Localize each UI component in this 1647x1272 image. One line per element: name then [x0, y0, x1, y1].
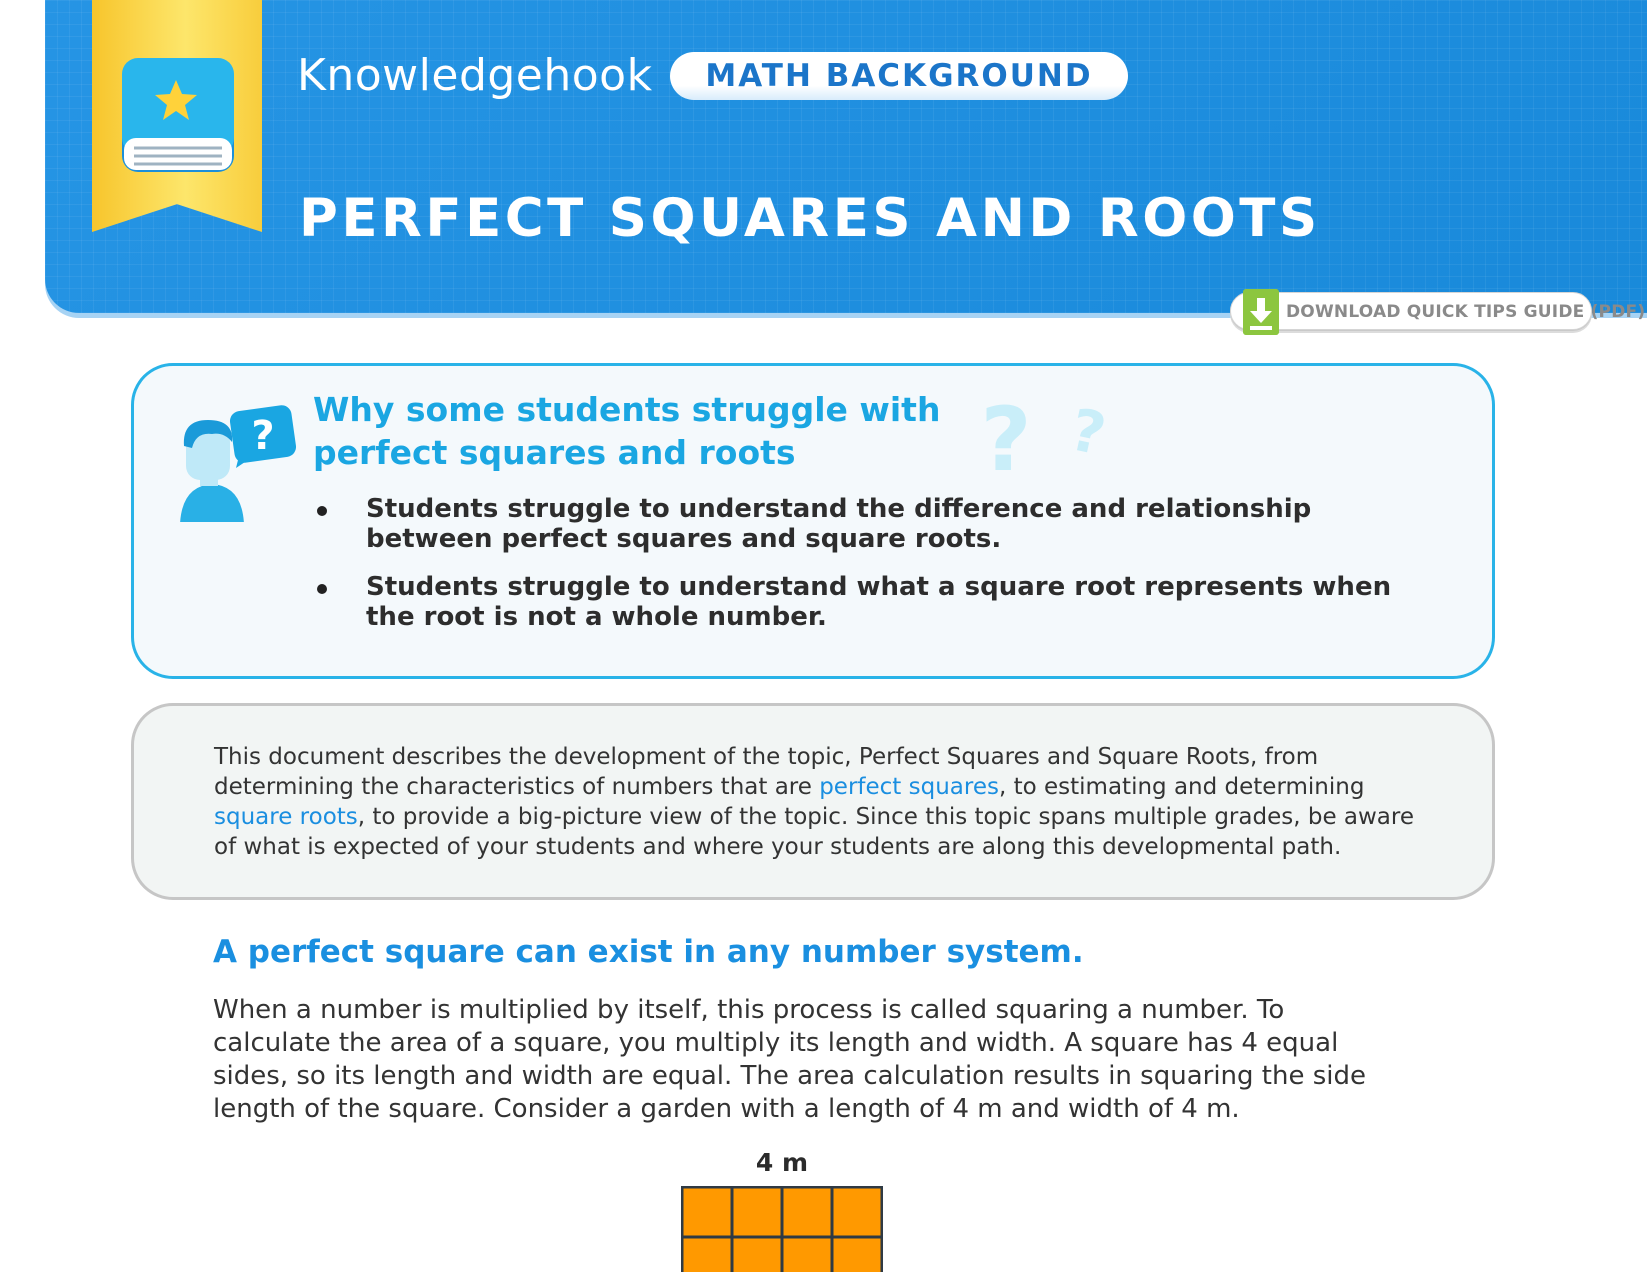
intro-card — [131, 703, 1495, 900]
question-marks-icon — [976, 392, 1126, 482]
intro-paragraph — [214, 742, 1414, 862]
struggle-bullet-item: Students struggle to understand the difference and relationship between perfect squares and square roots. — [314, 494, 1434, 554]
garden-grid-cell — [732, 1237, 782, 1272]
intro-text-part: This document describes the development of the topic, Perfect Squares and Square Roots, from determining the characteristics of numbers that are — [214, 744, 1319, 800]
brand-logo-text: Knowledgehook — [297, 50, 653, 101]
garden-grid-cell — [732, 1187, 782, 1237]
garden-grid-cell — [682, 1187, 732, 1237]
garden-grid-cell — [682, 1237, 732, 1272]
header-banner — [45, 0, 1647, 313]
star-book-icon — [118, 58, 238, 178]
section-heading: A perfect square can exist in any number system. — [213, 934, 1084, 970]
intro-text-part: , to estimating and determining — [998, 774, 1365, 800]
garden-grid-cell — [832, 1187, 882, 1237]
student-question-icon — [172, 402, 300, 522]
svg-text:?: ? — [1064, 395, 1112, 469]
download-button-label: DOWNLOAD QUICK TIPS GUIDE (PDF) — [1286, 302, 1646, 322]
struggle-heading: Why some students struggle with perfect squares and roots — [313, 390, 941, 472]
struggle-bullet-list — [314, 494, 1434, 650]
download-quick-tips-button[interactable] — [1230, 292, 1646, 330]
section-body: When a number is multiplied by itself, this process is called squaring a number. To calculate the area of a square, you multiply its length and width. A square has 4 equal sides, so its length and width are equal. The area calculation results in squaring the side length of the square. Consider a garden with a length of 4 m and width of 4 m. — [213, 995, 1366, 1124]
garden-grid-cell — [782, 1237, 832, 1272]
garden-side-label: 4 m — [755, 1148, 809, 1177]
download-arrow-icon — [1243, 289, 1279, 335]
math-background-badge: MATH BACKGROUND — [670, 52, 1128, 100]
intro-text-part: , to provide a big-picture view of the topic. Since this topic spans multiple grades, be aware of what is expected of your students and where your students are along this developmental path. — [214, 804, 1415, 860]
struggle-card — [131, 363, 1495, 679]
garden-grid-figure — [681, 1186, 883, 1272]
page-title: PERFECT SQUARES AND ROOTS — [299, 188, 1321, 249]
perfect-squares-link[interactable]: perfect squares — [819, 774, 999, 800]
garden-grid-cell — [832, 1237, 882, 1272]
square-roots-link[interactable]: square roots — [214, 804, 358, 830]
svg-text:?: ? — [251, 413, 275, 459]
svg-text:?: ? — [980, 392, 1032, 482]
garden-grid-cell — [782, 1187, 832, 1237]
struggle-bullet-item: Students struggle to understand what a square root represents when the root is not a whole number. — [314, 572, 1434, 632]
